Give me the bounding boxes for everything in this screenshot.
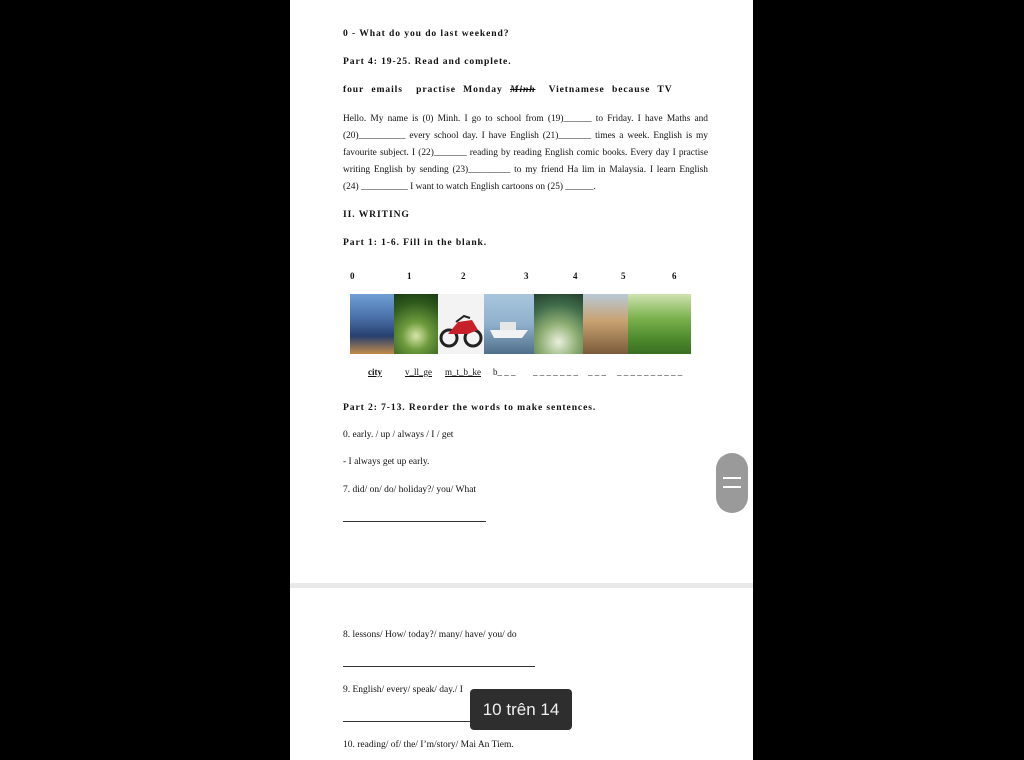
paragraph-line: favourite subject. I (22)_______ reading by reading English comic books. Every day I practise <box>343 148 708 158</box>
answer-4: _ _ _ _ _ _ _ <box>533 367 578 377</box>
reading-paragraph <box>343 111 708 196</box>
word-bank <box>343 84 673 95</box>
boat-image <box>484 294 534 354</box>
answer-2: m_t_b_ke <box>445 367 481 377</box>
paragraph-line: Hello. My name is (0) Minh. I go to school from (19)______ to Friday. I have Maths and <box>343 114 708 124</box>
example-answer: - I always get up early. <box>343 457 430 467</box>
word-bank-item: emails <box>371 84 403 95</box>
question-8: 8. lessons/ How/ today?/ many/ have/ you/ do <box>343 630 517 640</box>
answer-line-8 <box>343 666 535 667</box>
answer-1: v_ll_ge <box>405 367 432 377</box>
word-bank-item: four <box>343 84 365 95</box>
picture-number: 2 <box>461 271 466 281</box>
page-indicator: 10 trên 14 <box>470 689 572 730</box>
word-bank-item: because <box>612 84 651 95</box>
part2-title: Part 2: 7-13. Reorder the words to make sentences. <box>343 402 597 413</box>
answer-6: _ _ _ _ _ _ _ _ _ _ <box>617 367 683 377</box>
city-image <box>350 294 394 354</box>
picture-strip <box>350 294 691 354</box>
paragraph-line: writing English by sending (23)_________ to my friend Ha lim in Malaysia. I learn English <box>343 165 708 175</box>
village-image <box>394 294 438 354</box>
answer-0: city <box>368 367 382 377</box>
word-bank-item: practise <box>416 84 456 95</box>
word-bank-item-crossed: Minh <box>510 84 536 95</box>
word-bank-item: Vietnamese <box>548 84 605 95</box>
question-10: 10. reading/ of/ the/ I’m/story/ Mai An Tiem. <box>343 740 514 750</box>
part1-title: Part 1: 1-6. Fill in the blank. <box>343 237 488 248</box>
picture-number: 1 <box>407 271 412 281</box>
word-bank-item: Monday <box>463 84 503 95</box>
picture-number: 5 <box>621 271 626 281</box>
answer-3: b_ _ _ <box>493 367 516 377</box>
example-prompt: 0. early. / up / always / I / get <box>343 430 454 440</box>
writing-title: II. WRITING <box>343 209 410 220</box>
answer-line-7 <box>343 521 486 522</box>
answer-5: _ _ _ <box>588 367 606 377</box>
document-page-1 <box>290 0 753 583</box>
picture-number: 0 <box>350 271 355 281</box>
question-9: 9. English/ every/ speak/ day./ I <box>343 685 463 695</box>
motorbike-image <box>438 294 484 354</box>
picture-number: 4 <box>573 271 578 281</box>
question-7: 7. did/ on/ do/ holiday?/ you/ What <box>343 485 477 495</box>
question-0: 0 - What do you do last weekend? <box>343 28 510 39</box>
picture-number: 3 <box>524 271 529 281</box>
fast-scroll-handle[interactable] <box>716 453 748 513</box>
paragraph-line: (20)__________ every school day. I have English (21)_______ times a week. English is my <box>343 131 708 141</box>
zoo-image <box>583 294 628 354</box>
picture-number: 6 <box>672 271 677 281</box>
word-bank-item: TV <box>657 84 673 95</box>
countryside-image <box>628 294 691 354</box>
peacock-image <box>534 294 583 354</box>
document-page-2 <box>290 588 753 760</box>
paragraph-line: (24) __________ I want to watch English cartoons on (25) ______. <box>343 182 596 192</box>
part4-title: Part 4: 19-25. Read and complete. <box>343 56 512 67</box>
